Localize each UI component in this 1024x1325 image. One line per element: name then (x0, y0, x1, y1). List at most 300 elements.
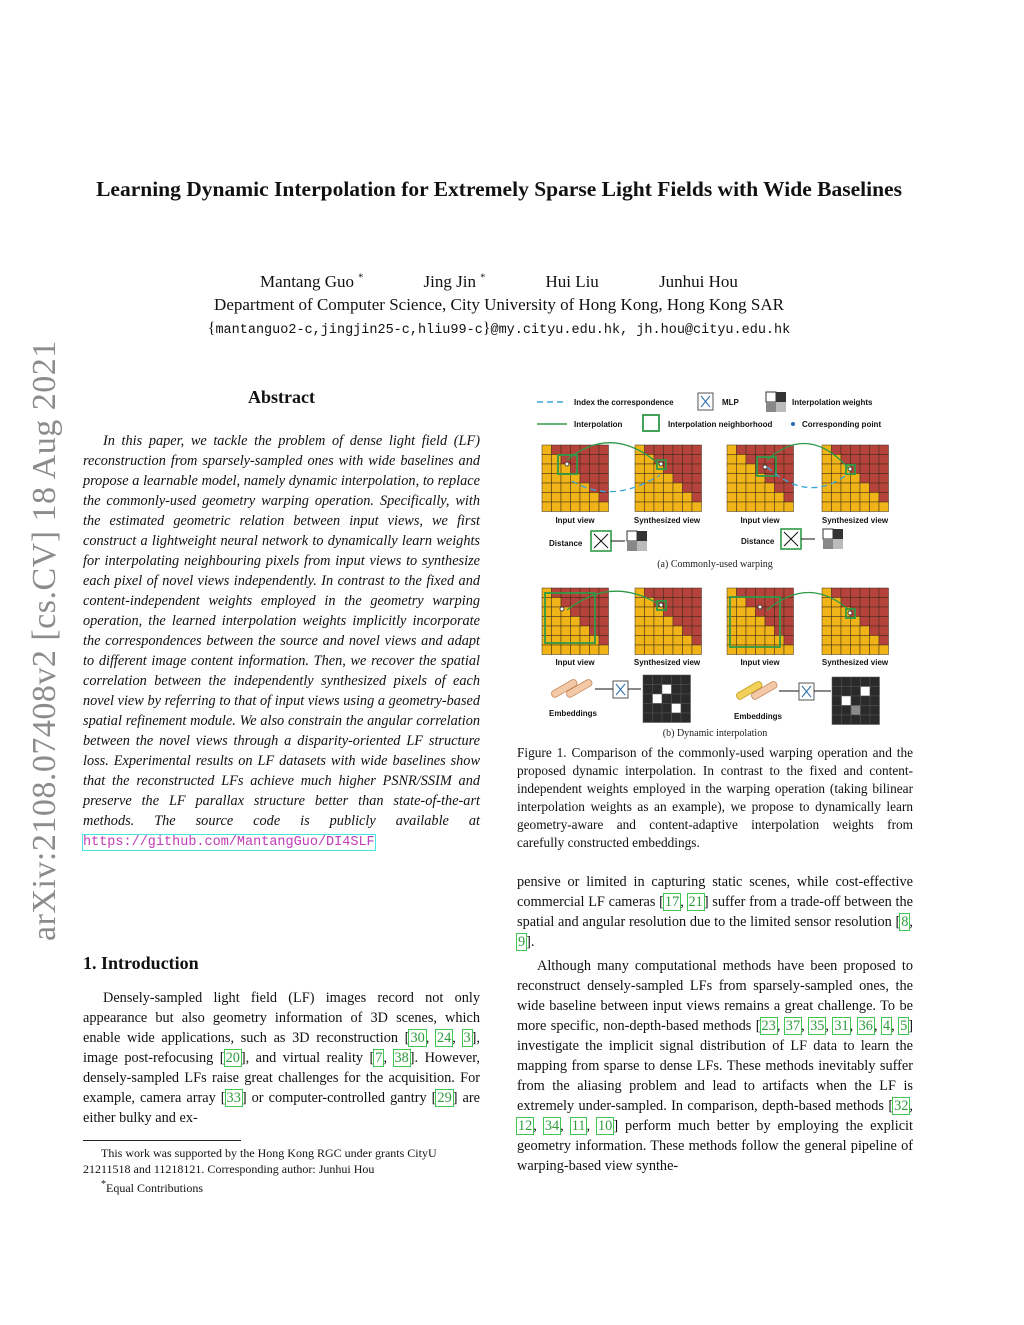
pixel-cell (784, 636, 794, 646)
pixel-cell (879, 588, 889, 598)
pixel-cell (832, 483, 842, 493)
author: Hui Liu (545, 272, 599, 291)
citation-link[interactable]: 17 (664, 894, 680, 910)
legend-label: Interpolation (574, 420, 623, 429)
pixel-cell (879, 617, 889, 627)
weight-cell (842, 706, 852, 716)
citation-link[interactable]: 12 (518, 1118, 533, 1134)
synth-view-grid (822, 445, 889, 512)
pixel-cell (851, 474, 861, 484)
pixel-cell (746, 636, 756, 646)
pixel-cell (635, 502, 645, 512)
pixel-cell (727, 483, 737, 493)
pixel-cell (599, 474, 609, 484)
pixel-cell (860, 626, 870, 636)
pixel-cell (635, 474, 645, 484)
pixel-cell (756, 636, 766, 646)
pixel-cell (683, 588, 693, 598)
pixel-cell (841, 493, 851, 503)
pixel-cell (692, 617, 702, 627)
pixel-cell (860, 645, 870, 655)
pixel-cell (571, 607, 581, 617)
citation-link[interactable]: 10 (598, 1118, 613, 1134)
citation-link[interactable]: 4 (882, 1018, 891, 1034)
weight-cell (681, 675, 691, 685)
citation-link[interactable]: 35 (810, 1018, 825, 1034)
pixel-cell (645, 607, 655, 617)
citation-link[interactable]: 23 (761, 1018, 776, 1034)
pixel-cell (561, 502, 571, 512)
citation-link[interactable]: 37 (785, 1018, 801, 1034)
pixel-cell (683, 474, 693, 484)
weights-matrix-icon (627, 531, 647, 551)
pixel-cell (737, 588, 747, 598)
pixel-cell (580, 455, 590, 465)
pixel-cell (841, 645, 851, 655)
corresponding-point (758, 605, 762, 609)
pixel-cell (580, 464, 590, 474)
pixel-cell (590, 645, 600, 655)
pixel-cell (879, 502, 889, 512)
weight-cell (842, 715, 852, 725)
pixel-cell (599, 645, 609, 655)
embeddings-label: Embeddings (548, 709, 598, 718)
pixel-cell (756, 502, 766, 512)
pixel-cell (692, 626, 702, 636)
weight-cell (832, 677, 842, 687)
pixel-cell (664, 588, 674, 598)
pixel-cell (542, 445, 552, 455)
pixel-cell (571, 464, 581, 474)
embeddings-mlp-icon (613, 681, 641, 698)
weight-cell (851, 706, 861, 716)
figure-caption: Figure 1. Comparison of the commonly-used warping operation and the proposed dynamic interpolation. In contrast to the fixed and content-independent weights employed in the warping operation (taking bilinear interpolation weights as an example), we propose to dynamically learn geometry-aware and content-adaptive interpolation weights from carefully constructed embeddings. (517, 745, 913, 850)
pixel-cell (673, 483, 683, 493)
pixel-cell (683, 636, 693, 646)
pixel-cell (822, 607, 832, 617)
pixel-cell (737, 617, 747, 627)
pixel-cell (645, 617, 655, 627)
pixel-cell (860, 483, 870, 493)
pixel-cell (822, 464, 832, 474)
pixel-cell (737, 502, 747, 512)
pixel-cell (851, 483, 861, 493)
weight-cell (870, 715, 880, 725)
weight-cell (861, 706, 871, 716)
pixel-cell (746, 607, 756, 617)
pixel-cell (860, 588, 870, 598)
weight-cell (653, 704, 663, 714)
pixel-cell (552, 607, 562, 617)
pixel-cell (765, 617, 775, 627)
arxiv-stamp: arXiv:2108.07408v2 [cs.CV] 18 Aug 2021 (26, 340, 63, 941)
pixel-cell (571, 502, 581, 512)
pixel-cell (542, 502, 552, 512)
pixel-cell (645, 445, 655, 455)
weight-cell (861, 696, 871, 706)
weight-cell (662, 704, 672, 714)
pixel-cell (775, 483, 785, 493)
pixel-cell (635, 626, 645, 636)
pixel-cell (552, 617, 562, 627)
pixel-cell (599, 464, 609, 474)
weight-cell (870, 677, 880, 687)
citation-link[interactable]: 5 (900, 1018, 908, 1034)
author: Junhui Hou (659, 272, 738, 291)
pixel-cell (727, 455, 737, 465)
weight-cell (662, 675, 672, 685)
pixel-cell (727, 636, 737, 646)
pixel-cell (673, 607, 683, 617)
input-view-grid (727, 445, 794, 512)
embeddings-label: Embeddings (733, 712, 783, 721)
pixel-cell (683, 607, 693, 617)
pixel-cell (822, 598, 832, 608)
pixel-cell (645, 626, 655, 636)
pixel-cell (737, 474, 747, 484)
pixel-cell (552, 502, 562, 512)
pixel-cell (561, 645, 571, 655)
weight-cell (681, 694, 691, 704)
pixel-cell (832, 617, 842, 627)
pixel-cell (664, 483, 674, 493)
pixel-cell (879, 464, 889, 474)
weight-cell (672, 694, 682, 704)
weight-cell (672, 675, 682, 685)
legend-label: MLP (722, 398, 739, 407)
pixel-cell (822, 455, 832, 465)
pixel-cell (635, 607, 645, 617)
pixel-cell (673, 445, 683, 455)
pixel-cell (664, 598, 674, 608)
pixel-cell (746, 464, 756, 474)
pixel-cell (580, 607, 590, 617)
pixel-cell (727, 617, 737, 627)
weight-cell (662, 694, 672, 704)
pixel-cell (664, 493, 674, 503)
pixel-cell (590, 464, 600, 474)
weight-cell (842, 687, 852, 697)
pixel-cell (580, 626, 590, 636)
pixel-cell (673, 474, 683, 484)
pixel-cell (645, 502, 655, 512)
pixel-cell (692, 598, 702, 608)
pixel-cell (580, 474, 590, 484)
citation-link[interactable]: 32 (894, 1098, 909, 1114)
pixel-cell (552, 474, 562, 484)
pixel-cell (746, 483, 756, 493)
pixel-cell (542, 455, 552, 465)
pixel-cell (832, 445, 842, 455)
pixel-cell (851, 493, 861, 503)
weights-icon (766, 392, 786, 412)
pixel-cell (870, 626, 880, 636)
pixel-cell (542, 483, 552, 493)
weight-cell (643, 704, 653, 714)
pixel-cell (860, 464, 870, 474)
pixel-cell (654, 626, 664, 636)
citation-link[interactable]: 24 (436, 1030, 452, 1046)
pixel-cell (645, 636, 655, 646)
pixel-cell (552, 445, 562, 455)
pixel-cell (542, 645, 552, 655)
pixel-cell (561, 445, 571, 455)
pixel-cell (664, 645, 674, 655)
pixel-cell (860, 445, 870, 455)
pixel-cell (552, 493, 562, 503)
mlp-icon (698, 393, 713, 410)
pixel-cell (784, 607, 794, 617)
pixel-cell (645, 493, 655, 503)
synth-view-label: Synthesized view (633, 516, 701, 525)
pixel-cell (756, 483, 766, 493)
pixel-cell (561, 493, 571, 503)
pixel-cell (775, 502, 785, 512)
pixel-cell (832, 636, 842, 646)
legend-label: Interpolation weights (792, 398, 873, 407)
pixel-cell (841, 636, 851, 646)
pixel-cell (654, 645, 664, 655)
pixel-cell (737, 493, 747, 503)
pixel-cell (673, 502, 683, 512)
pixel-cell (870, 483, 880, 493)
pixel-cell (860, 493, 870, 503)
pixel-cell (664, 636, 674, 646)
pixel-cell (552, 464, 562, 474)
subfigure-a-caption: (a) Commonly-used warping (657, 559, 773, 570)
author: Mantang Guo * (260, 272, 364, 291)
pixel-cell (571, 645, 581, 655)
pixel-cell (860, 636, 870, 646)
pixel-cell (822, 636, 832, 646)
weight-cell (681, 685, 691, 695)
pixel-cell (542, 474, 552, 484)
weight-cell (672, 704, 682, 714)
pixel-cell (822, 617, 832, 627)
pixel-cell (645, 645, 655, 655)
pixel-cell (756, 445, 766, 455)
pixel-cell (737, 626, 747, 636)
weight-cell (653, 713, 663, 723)
weight-cell (681, 704, 691, 714)
pixel-cell (822, 626, 832, 636)
pixel-cell (822, 645, 832, 655)
pixel-cell (870, 445, 880, 455)
pixel-cell (683, 493, 693, 503)
citation-link[interactable]: 30 (410, 1030, 425, 1046)
pixel-cell (870, 493, 880, 503)
citation-link[interactable]: 21 (688, 894, 703, 910)
pixel-cell (561, 598, 571, 608)
citation-link[interactable]: 31 (834, 1018, 849, 1034)
citation-link[interactable]: 11 (571, 1118, 586, 1134)
weight-cell (832, 706, 842, 716)
pixel-cell (727, 493, 737, 503)
pixel-cell (784, 617, 794, 627)
weights-matrix-icon (823, 529, 843, 549)
author: Jing Jin * (423, 272, 486, 291)
pixel-cell (590, 474, 600, 484)
pixel-cell (860, 607, 870, 617)
pixel-cell (822, 493, 832, 503)
learned-weights-matrix (643, 675, 691, 723)
pixel-cell (692, 607, 702, 617)
pixel-cell (841, 588, 851, 598)
pixel-cell (870, 464, 880, 474)
pixel-cell (870, 588, 880, 598)
pixel-cell (664, 617, 674, 627)
synth-view-label: Synthesized view (633, 658, 701, 667)
citation-link[interactable]: 36 (858, 1018, 873, 1034)
distance-mlp-icon (781, 529, 815, 549)
pixel-cell (664, 445, 674, 455)
pixel-cell (552, 598, 562, 608)
pixel-cell (664, 607, 674, 617)
weight-cell (662, 685, 672, 695)
pixel-cell (746, 502, 756, 512)
embeddings-icon (550, 678, 613, 698)
pixel-cell (879, 626, 889, 636)
pixel-cell (851, 455, 861, 465)
pixel-cell (692, 636, 702, 646)
pixel-cell (673, 455, 683, 465)
weight-cell (643, 713, 653, 723)
pixel-cell (765, 626, 775, 636)
pixel-cell (654, 607, 664, 617)
pixel-cell (841, 445, 851, 455)
pixel-cell (851, 636, 861, 646)
legend-label: Corresponding point (802, 420, 882, 429)
pixel-cell (561, 483, 571, 493)
pixel-cell (673, 617, 683, 627)
weight-cell (643, 694, 653, 704)
pixel-cell (756, 493, 766, 503)
citation-link[interactable]: 9 (518, 934, 526, 950)
citation-link[interactable]: 3 (463, 1030, 471, 1046)
pixel-cell (841, 502, 851, 512)
pixel-cell (692, 502, 702, 512)
pixel-cell (552, 455, 562, 465)
pixel-cell (879, 455, 889, 465)
pixel-cell (654, 502, 664, 512)
citation-link[interactable]: 20 (225, 1050, 240, 1066)
pixel-cell (664, 502, 674, 512)
pixel-cell (692, 483, 702, 493)
weight-cell (842, 677, 852, 687)
pixel-cell (746, 493, 756, 503)
pixel-cell (635, 598, 645, 608)
pixel-cell (851, 588, 861, 598)
citation-link[interactable]: 33 (226, 1090, 241, 1106)
pixel-cell (737, 464, 747, 474)
pixel-cell (870, 636, 880, 646)
pixel-cell (599, 626, 609, 636)
synth-view-label: Synthesized view (821, 516, 889, 525)
corresponding-point (565, 462, 569, 466)
pixel-cell (870, 455, 880, 465)
pixel-cell (683, 455, 693, 465)
subfigure-b-caption: (b) Dynamic interpolation (662, 728, 768, 739)
pixel-cell (599, 455, 609, 465)
pixel-cell (673, 598, 683, 608)
pixel-cell (737, 636, 747, 646)
citation-link[interactable]: 34 (544, 1118, 560, 1134)
input-view-label: Input view (555, 658, 595, 667)
weight-cell (832, 687, 842, 697)
citation-link[interactable]: 38 (394, 1050, 409, 1066)
pixel-cell (746, 588, 756, 598)
pixel-cell (542, 464, 552, 474)
pixel-cell (784, 464, 794, 474)
introduction-continued: pensive or limited in capturing static scenes, while cost-effective commercial LF cameras [17, 21] suffer from a trade-off between the spatial and angular resolution due to the limited sensor resolution [8, 9]. Although many computational methods have been proposed to reconstruct densely-sampled LFs from sparsely-sampled ones, the wide baseline between input views remains a great challenge. To be more specific, non-depth-based methods [23, 37, 35, 31, 36, 4, 5] investigate the implicit signal distribution of LF data to learn the mapping from sparse to dense LFs. These methods inevitably suffer from the aliasing problem and lead to artifacts when the LF is extremely under-sampled. In comparison, depth-based methods [32, 12, 34, 11, 10] perform much better by employing the explicit geometry information. These methods follow the general pipeline of warping-based view synthe- (517, 874, 913, 1174)
weight-cell (832, 696, 842, 706)
pixel-cell (635, 617, 645, 627)
pixel-cell (561, 626, 571, 636)
pixel-cell (737, 455, 747, 465)
distance-label: Distance (549, 539, 583, 548)
pixel-cell (832, 626, 842, 636)
weight-cell (861, 687, 871, 697)
input-view-grid (542, 588, 609, 655)
embeddings-mlp-icon (799, 683, 831, 700)
pixel-cell (841, 626, 851, 636)
weight-cell (870, 696, 880, 706)
pixel-cell (580, 493, 590, 503)
pixel-cell (727, 445, 737, 455)
pixel-cell (822, 502, 832, 512)
pixel-cell (879, 607, 889, 617)
corresponding-point (848, 611, 852, 615)
synth-view-label: Synthesized view (821, 658, 889, 667)
pixel-cell (746, 445, 756, 455)
figure-1 (517, 385, 913, 743)
pixel-cell (746, 617, 756, 627)
pixel-cell (599, 598, 609, 608)
citation-link[interactable]: 29 (437, 1090, 452, 1106)
pixel-cell (571, 483, 581, 493)
code-link[interactable]: https://github.com/MantangGuo/DI4SLF (83, 835, 375, 850)
pixel-cell (860, 474, 870, 484)
weight-cell (842, 696, 852, 706)
pixel-cell (870, 617, 880, 627)
legend-label: Interpolation neighborhood (668, 420, 773, 429)
pixel-cell (879, 445, 889, 455)
pixel-cell (599, 607, 609, 617)
citation-link[interactable]: 8 (901, 914, 909, 930)
pixel-cell (683, 483, 693, 493)
pixel-cell (692, 474, 702, 484)
pixel-cell (784, 626, 794, 636)
pixel-cell (756, 617, 766, 627)
input-view-label: Input view (555, 516, 595, 525)
pixel-cell (879, 598, 889, 608)
pixel-cell (580, 617, 590, 627)
pixel-cell (692, 645, 702, 655)
pixel-cell (599, 636, 609, 646)
pixel-cell (727, 474, 737, 484)
pixel-cell (683, 617, 693, 627)
pixel-cell (765, 455, 775, 465)
pixel-cell (851, 645, 861, 655)
weight-cell (870, 706, 880, 716)
citation-link[interactable]: 7 (375, 1050, 383, 1066)
weight-cell (681, 713, 691, 723)
pixel-cell (737, 445, 747, 455)
pixel-cell (765, 636, 775, 646)
distance-mlp-icon (591, 531, 625, 551)
pixel-cell (599, 493, 609, 503)
pixel-cell (746, 598, 756, 608)
